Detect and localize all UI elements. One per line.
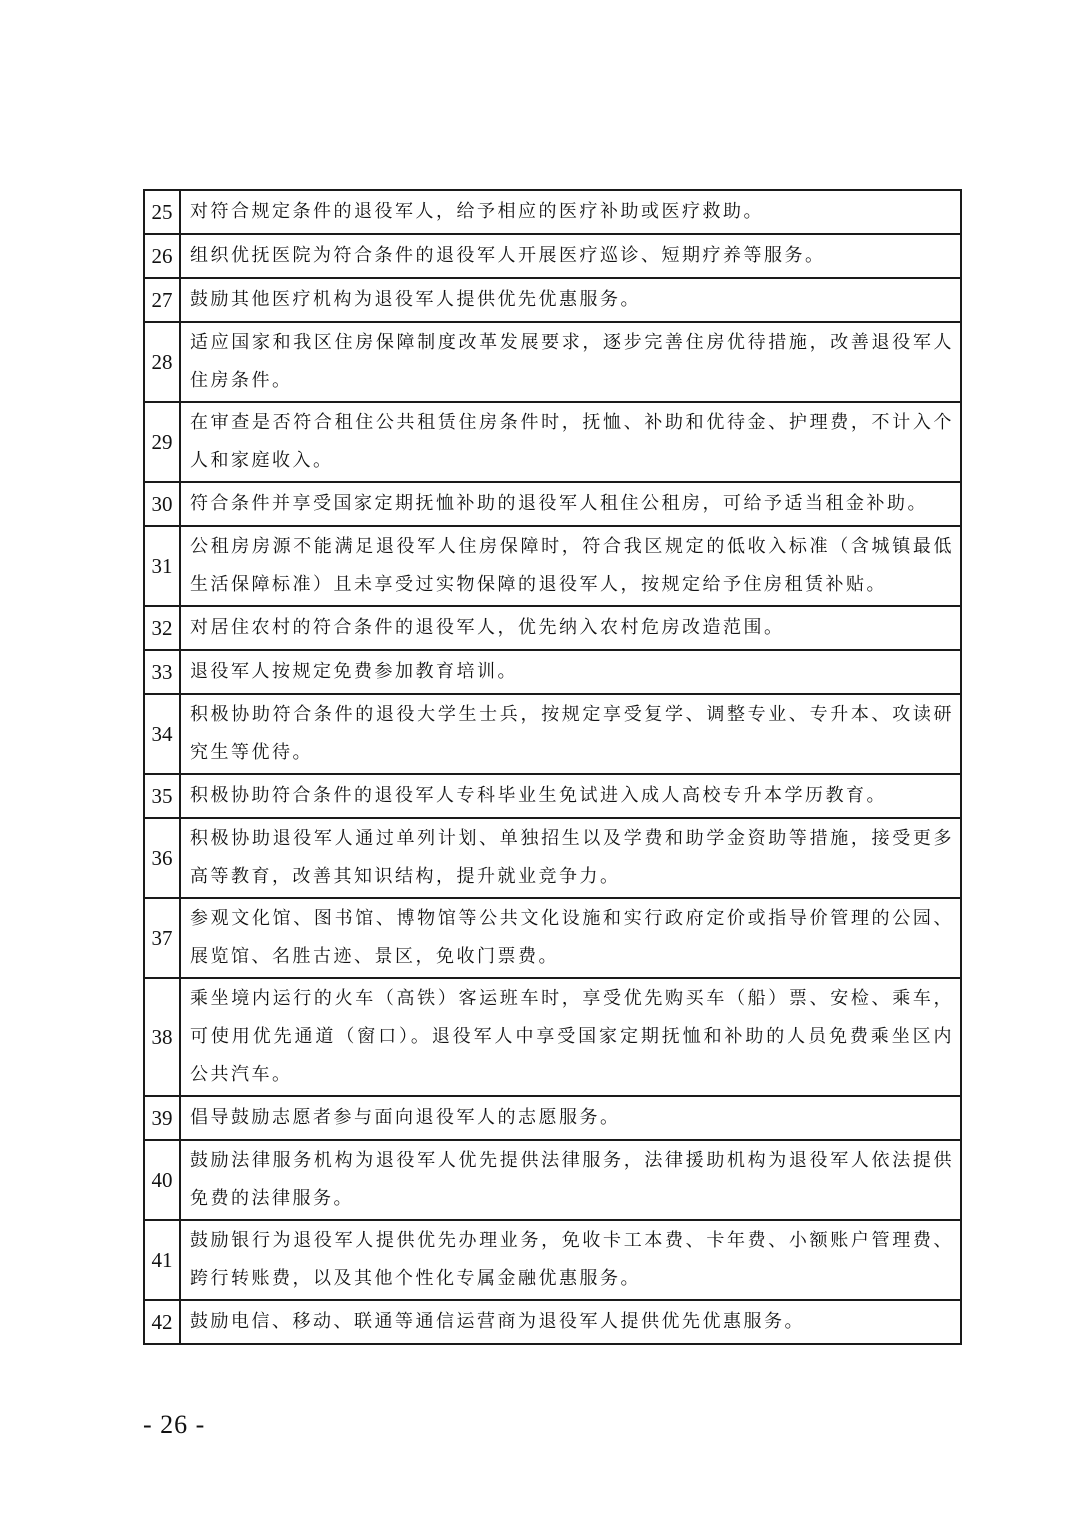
table-row bbox=[144, 774, 961, 818]
table-row bbox=[144, 482, 961, 526]
row-text: 鼓励其他医疗机构为退役军人提供优先优惠服务。 bbox=[180, 278, 961, 322]
row-number: 34 bbox=[144, 694, 180, 774]
row-text: 鼓励法律服务机构为退役军人优先提供法律服务，法律援助机构为退役军人依法提供免费的法律服务。 bbox=[180, 1140, 961, 1220]
table-row bbox=[144, 190, 961, 234]
row-number: 42 bbox=[144, 1300, 180, 1344]
row-text: 公租房房源不能满足退役军人住房保障时，符合我区规定的低收入标准（含城镇最低生活保障标准）且未享受过实物保障的退役军人，按规定给予住房租赁补贴。 bbox=[180, 526, 961, 606]
policy-table bbox=[143, 189, 962, 1345]
row-text: 鼓励电信、移动、联通等通信运营商为退役军人提供优先优惠服务。 bbox=[180, 1300, 961, 1344]
row-number: 40 bbox=[144, 1140, 180, 1220]
row-text: 适应国家和我区住房保障制度改革发展要求，逐步完善住房优待措施，改善退役军人住房条件。 bbox=[180, 322, 961, 402]
table-row bbox=[144, 978, 961, 1096]
table-row bbox=[144, 526, 961, 606]
row-number: 38 bbox=[144, 978, 180, 1096]
row-text: 组织优抚医院为符合条件的退役军人开展医疗巡诊、短期疗养等服务。 bbox=[180, 234, 961, 278]
row-text: 积极协助符合条件的退役大学生士兵，按规定享受复学、调整专业、专升本、攻读研究生等优待。 bbox=[180, 694, 961, 774]
table-row bbox=[144, 898, 961, 978]
row-text: 参观文化馆、图书馆、博物馆等公共文化设施和实行政府定价或指导价管理的公园、展览馆、名胜古迹、景区，免收门票费。 bbox=[180, 898, 961, 978]
row-text: 退役军人按规定免费参加教育培训。 bbox=[180, 650, 961, 694]
row-text: 符合条件并享受国家定期抚恤补助的退役军人租住公租房，可给予适当租金补助。 bbox=[180, 482, 961, 526]
table-row bbox=[144, 402, 961, 482]
table-row bbox=[144, 606, 961, 650]
row-number: 41 bbox=[144, 1220, 180, 1300]
table-row bbox=[144, 1140, 961, 1220]
row-number: 30 bbox=[144, 482, 180, 526]
row-number: 35 bbox=[144, 774, 180, 818]
row-number: 37 bbox=[144, 898, 180, 978]
row-text: 倡导鼓励志愿者参与面向退役军人的志愿服务。 bbox=[180, 1096, 961, 1140]
table-row bbox=[144, 650, 961, 694]
row-number: 39 bbox=[144, 1096, 180, 1140]
table-row bbox=[144, 322, 961, 402]
row-number: 31 bbox=[144, 526, 180, 606]
row-text: 乘坐境内运行的火车（高铁）客运班车时，享受优先购买车（船）票、安检、乘车，可使用优先通道（窗口）。退役军人中享受国家定期抚恤和补助的人员免费乘坐区内公共汽车。 bbox=[180, 978, 961, 1096]
table-row bbox=[144, 1300, 961, 1344]
row-text: 积极协助退役军人通过单列计划、单独招生以及学费和助学金资助等措施，接受更多高等教育，改善其知识结构，提升就业竞争力。 bbox=[180, 818, 961, 898]
table-row bbox=[144, 1096, 961, 1140]
row-number: 27 bbox=[144, 278, 180, 322]
row-number: 28 bbox=[144, 322, 180, 402]
row-number: 25 bbox=[144, 190, 180, 234]
table-row bbox=[144, 278, 961, 322]
row-number: 26 bbox=[144, 234, 180, 278]
table-row bbox=[144, 694, 961, 774]
table-row bbox=[144, 234, 961, 278]
row-text: 在审查是否符合租住公共租赁住房条件时，抚恤、补助和优待金、护理费，不计入个人和家庭收入。 bbox=[180, 402, 961, 482]
row-number: 29 bbox=[144, 402, 180, 482]
row-number: 33 bbox=[144, 650, 180, 694]
row-number: 32 bbox=[144, 606, 180, 650]
row-text: 积极协助符合条件的退役军人专科毕业生免试进入成人高校专升本学历教育。 bbox=[180, 774, 961, 818]
row-number: 36 bbox=[144, 818, 180, 898]
table-row bbox=[144, 1220, 961, 1300]
row-text: 对居住农村的符合条件的退役军人，优先纳入农村危房改造范围。 bbox=[180, 606, 961, 650]
row-text: 对符合规定条件的退役军人，给予相应的医疗补助或医疗救助。 bbox=[180, 190, 961, 234]
table-row bbox=[144, 818, 961, 898]
row-text: 鼓励银行为退役军人提供优先办理业务，免收卡工本费、卡年费、小额账户管理费、跨行转账费，以及其他个性化专属金融优惠服务。 bbox=[180, 1220, 961, 1300]
page-number: - 26 - bbox=[143, 1410, 206, 1439]
